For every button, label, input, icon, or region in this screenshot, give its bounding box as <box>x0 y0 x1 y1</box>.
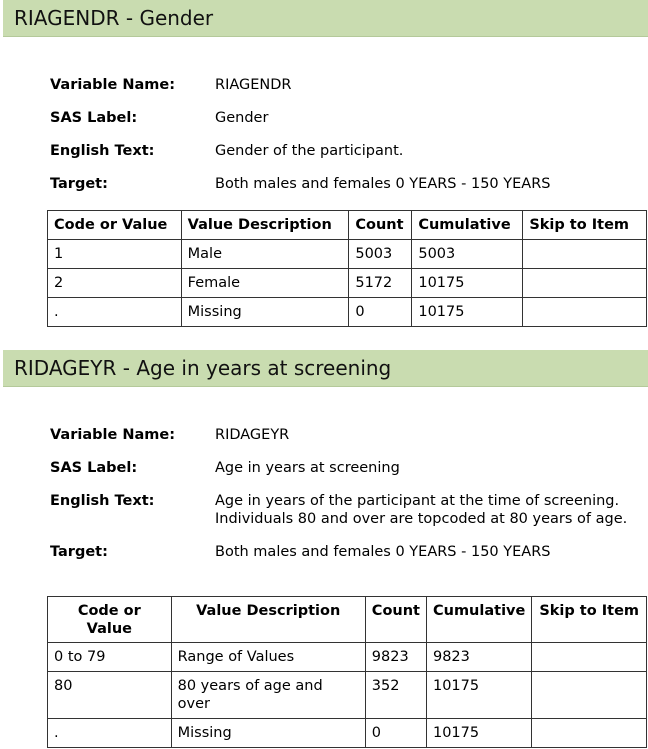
codebook-table-riagendr <box>47 210 647 327</box>
info-row-sas-label <box>50 109 645 127</box>
table-row <box>48 719 647 748</box>
info-value: Both males and females 0 YEARS - 150 YEARS <box>215 176 551 192</box>
table-row <box>48 298 647 327</box>
cell-description: 80 years of age and over <box>171 672 365 719</box>
info-row-variable-name <box>50 426 645 444</box>
column-header-skip: Skip to Item <box>523 211 647 240</box>
cell-code: 80 <box>48 672 172 719</box>
cell-description: Missing <box>171 719 365 748</box>
cell-cumulative: 10175 <box>426 719 531 748</box>
cell-skip <box>532 672 647 719</box>
cell-code: 1 <box>48 240 182 269</box>
cell-cumulative: 10175 <box>426 672 531 719</box>
cell-count: 352 <box>365 672 426 719</box>
info-label: Variable Name: <box>50 427 176 443</box>
cell-count: 5003 <box>349 240 412 269</box>
column-header-cumulative: Cumulative <box>426 597 531 643</box>
info-value: RIAGENDR <box>215 77 292 93</box>
cell-cumulative: 10175 <box>412 269 523 298</box>
info-label: Variable Name: <box>50 77 176 93</box>
cell-description: Female <box>181 269 349 298</box>
cell-cumulative: 10175 <box>412 298 523 327</box>
info-label: SAS Label: <box>50 460 138 476</box>
column-header-description: Value Description <box>181 211 349 240</box>
info-label: Target: <box>50 176 108 192</box>
info-label: SAS Label: <box>50 110 138 126</box>
cell-code: . <box>48 298 182 327</box>
table-row <box>48 643 647 672</box>
section-title-riagendr: RIAGENDR - Gender <box>3 0 648 37</box>
info-value: Age in years of the participant at the time of screening. Individuals 80 and over are topcoded at 80 years of age. <box>215 493 628 527</box>
info-label: English Text: <box>50 493 155 509</box>
cell-description: Missing <box>181 298 349 327</box>
table-row <box>48 240 647 269</box>
info-value: Gender <box>215 110 269 126</box>
cell-skip <box>523 240 647 269</box>
cell-skip <box>532 643 647 672</box>
cell-cumulative: 9823 <box>426 643 531 672</box>
info-value: Gender of the participant. <box>215 143 404 159</box>
cell-count: 9823 <box>365 643 426 672</box>
info-label: Target: <box>50 544 108 560</box>
cell-code: . <box>48 719 172 748</box>
cell-count: 5172 <box>349 269 412 298</box>
section-title-ridageyr: RIDAGEYR - Age in years at screening <box>3 350 648 387</box>
cell-count: 0 <box>349 298 412 327</box>
cell-cumulative: 5003 <box>412 240 523 269</box>
cell-code: 2 <box>48 269 182 298</box>
column-header-code: Code or Value <box>48 211 182 240</box>
cell-description: Range of Values <box>171 643 365 672</box>
column-header-code: Code or Value <box>48 597 172 643</box>
info-row-target <box>50 543 645 561</box>
info-value: Both males and females 0 YEARS - 150 YEARS <box>215 544 551 560</box>
info-value: RIDAGEYR <box>215 427 290 443</box>
column-header-description: Value Description <box>171 597 365 643</box>
cell-skip <box>523 298 647 327</box>
info-value: Age in years at screening <box>215 460 400 476</box>
cell-skip <box>532 719 647 748</box>
table-header-row <box>48 597 647 643</box>
info-row-sas-label <box>50 459 645 477</box>
info-label: English Text: <box>50 143 155 159</box>
cell-skip <box>523 269 647 298</box>
cell-code: 0 to 79 <box>48 643 172 672</box>
column-header-count: Count <box>365 597 426 643</box>
cell-description: Male <box>181 240 349 269</box>
info-row-english-text <box>50 492 645 528</box>
table-row <box>48 672 647 719</box>
column-header-cumulative: Cumulative <box>412 211 523 240</box>
info-row-english-text <box>50 142 645 160</box>
column-header-count: Count <box>349 211 412 240</box>
info-row-variable-name <box>50 76 645 94</box>
table-row <box>48 269 647 298</box>
variable-info-riagendr <box>50 76 645 208</box>
codebook-table-ridageyr <box>47 596 647 748</box>
info-row-target <box>50 175 645 193</box>
table-header-row <box>48 211 647 240</box>
variable-info-ridageyr <box>50 426 645 576</box>
column-header-skip: Skip to Item <box>532 597 647 643</box>
cell-count: 0 <box>365 719 426 748</box>
